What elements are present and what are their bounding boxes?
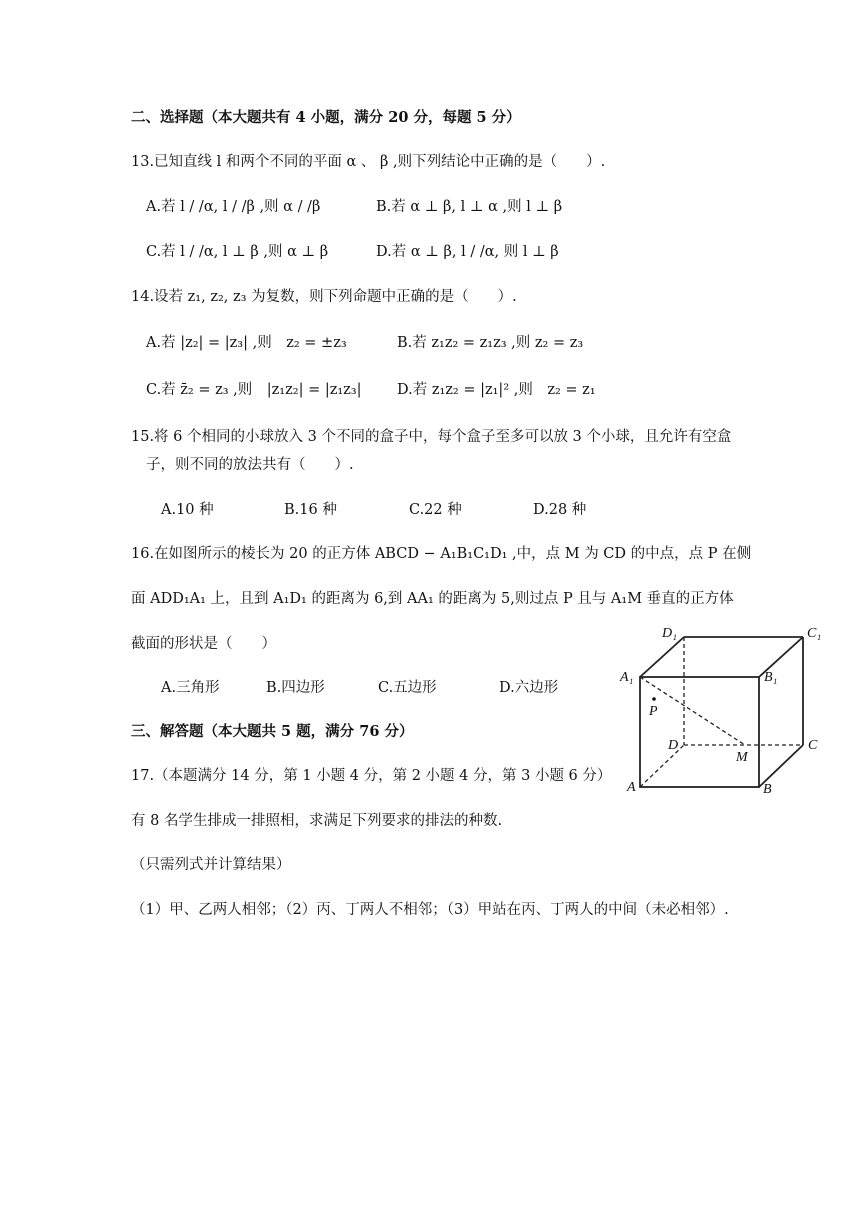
question-17-line-1: 有 8 名学生排成一排照相，求满足下列要求的排法的种数.: [131, 813, 503, 829]
question-16-option-c: C.五边形: [378, 680, 437, 696]
question-14-option-c: C.若 z̄₂ = z₃ ,则 |z₁z₂| = |z₁z₃|: [146, 382, 362, 398]
section-3-heading: 三、解答题（本大题共 5 题，满分 76 分）: [131, 723, 414, 740]
question-13-option-b: B.若 α ⊥ β, l ⊥ α ,则 l ⊥ β: [376, 199, 563, 215]
edge-a1-d1: [640, 637, 684, 677]
question-14-option-a: A.若 |z₂| = |z₃| ,则 z₂ = ±z₃: [146, 335, 347, 351]
question-14-option-b: B.若 z₁z₂ = z₁z₃ ,则 z₂ = z₃: [397, 335, 584, 351]
question-15-option-a: A.10 种: [161, 502, 214, 518]
label-d: D: [668, 738, 679, 753]
question-15-stem-line-1: 15.将 6 个相同的小球放入 3 个不同的盒子中，每个盒子至多可以放 3 个小球，且允许有空盒: [131, 429, 732, 445]
edge-b-c: [759, 745, 803, 787]
label-b: B: [763, 782, 772, 797]
question-15-option-b: B.16 种: [284, 502, 337, 518]
question-16-option-a: A.三角形: [161, 680, 220, 696]
question-16-stem-line-2: 面 ADD₁A₁ 上，且到 A₁D₁ 的距离为 6,到 AA₁ 的距离为 5,则过点 P 且与 A₁M 垂直的正方体: [131, 591, 734, 607]
question-16-option-d: D.六边形: [499, 680, 559, 696]
section-2-heading: 二、选择题（本大题共有 4 小题，满分 20 分，每题 5 分）: [131, 109, 521, 126]
question-16-stem-line-3: 截面的形状是（ ）: [131, 636, 276, 652]
label-b1: B₁: [764, 670, 778, 685]
question-14-option-d: D.若 z₁z₂ = |z₁|² ,则 z₂ = z₁: [397, 382, 596, 398]
label-c1: C₁: [807, 626, 822, 641]
question-13-option-a: A.若 l / /α, l / /β ,则 α / /β: [146, 199, 321, 215]
question-13-option-c: C.若 l / /α, l ⊥ β ,则 α ⊥ β: [146, 244, 329, 260]
question-14-stem: 14.设若 z₁, z₂, z₃ 为复数，则下列命题中正确的是（ ）.: [131, 289, 517, 305]
question-17-header: 17.（本题满分 14 分，第 1 小题 4 分，第 2 小题 4 分，第 3 小题 6 分）: [131, 768, 612, 784]
question-16-stem-line-1: 16.在如图所示的棱长为 20 的正方体 ABCD − A₁B₁C₁D₁ ,中，点 M 为 CD 的中点，点 P 在侧: [131, 546, 752, 562]
label-d1: D₁: [662, 626, 677, 641]
question-13-option-d: D.若 α ⊥ β, l / /α, 则 l ⊥ β: [376, 244, 559, 260]
label-p: P: [649, 704, 658, 719]
label-c: C: [808, 738, 818, 753]
cube-figure: [615, 615, 840, 805]
label-a: A: [627, 780, 636, 795]
question-15-stem-line-2: 子，则不同的放法共有（ ）.: [146, 457, 354, 473]
question-13-stem: 13.已知直线 l 和两个不同的平面 α 、 β ,则下列结论中正确的是（ ）.: [131, 154, 606, 170]
label-m: M: [736, 750, 748, 765]
question-16-option-b: B.四边形: [266, 680, 325, 696]
question-15-option-c: C.22 种: [409, 502, 462, 518]
label-a1: A₁: [620, 670, 634, 685]
question-17-line-2: （只需列式并计算结果）: [131, 857, 291, 873]
question-15-option-d: D.28 种: [533, 502, 587, 518]
point-p: [652, 697, 656, 701]
question-17-line-3: （1）甲、乙两人相邻；（2）丙、丁两人不相邻；（3）甲站在丙、丁两人的中间（未必相邻）.: [131, 902, 729, 918]
